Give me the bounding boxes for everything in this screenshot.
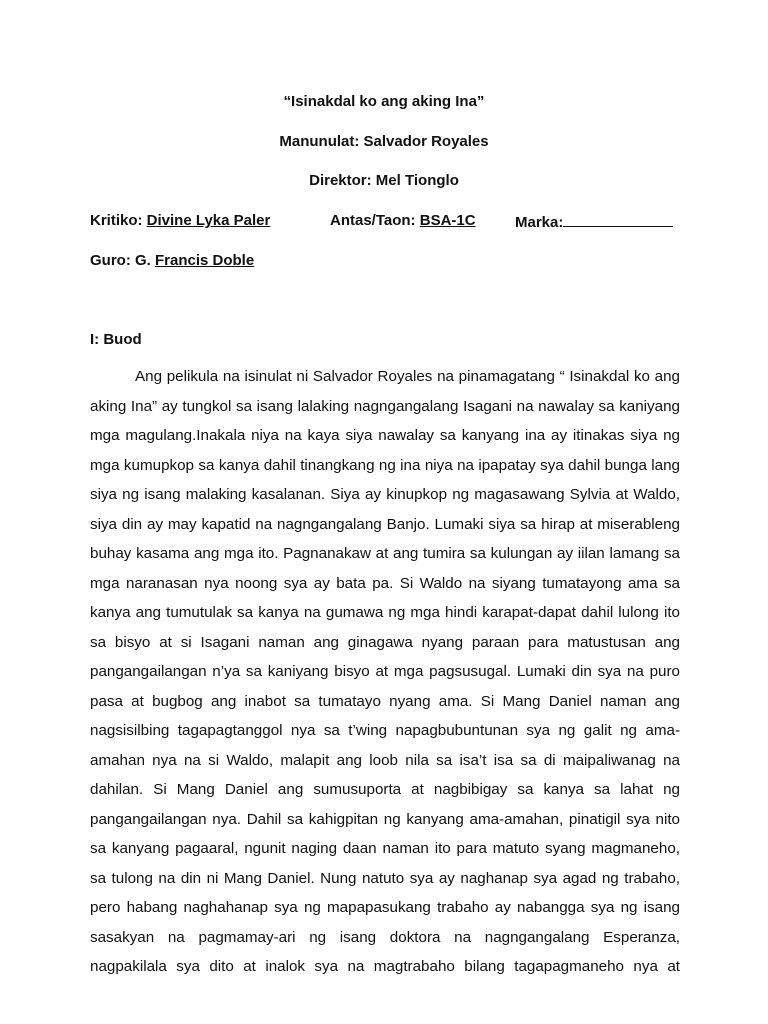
paragraph-line: pangangailangan n’ya sa kaniyang bisyo at mga pagsusugal. Lumaki din sya na puro xyxy=(90,663,680,680)
paragraph-line: siya din ay may kapatid na nagngangalang Banjo. Lumaki siya sa hirap at miserableng xyxy=(90,515,680,533)
paragraph-line: sa tulong na din ni Mang Daniel. Nung natuto sya ay naghanap sya agad ng trabaho, xyxy=(90,869,680,887)
paragraph-line: sa bisyo at si Isagani naman ang ginagawa nyang paraan para matustusan ang xyxy=(90,633,680,651)
paragraph-line: aking Ina” ay tungkol sa isang lalaking nagngangalang Isagani na nawalay sa kaniyang xyxy=(90,397,680,415)
paragraph-line: mga magulang.Inakala niya na kaya siya nawalay sa kanyang ina ay itinakas siya ng xyxy=(90,427,680,444)
paragraph-line: pero habang naghahanap sya ng mapapasukang trabaho ay nabangga sya ng isang xyxy=(90,899,680,916)
paragraph-line: kanya ang tumutulak sa kanya na gumawa ng mga hindi karapat-dapat dahil lulong ito xyxy=(90,604,680,621)
author-line: Manunulat: Salvador Royales xyxy=(279,133,489,150)
teacher-label: Guro: G. xyxy=(90,252,155,269)
document-title: “Isinakdal ko ang aking Ina” xyxy=(283,93,485,110)
section-heading: I: Buod xyxy=(90,331,142,348)
paragraph-line: sasakyan na pagmamay-ari ng isang doktora na nagngangalang Esperanza, xyxy=(90,928,680,946)
teacher-name: Francis Doble xyxy=(155,252,255,269)
paragraph-line: mga naranasan nya noong sya ay bata pa. Si Waldo na siyang tumatayong ama sa xyxy=(90,574,680,592)
grade-label: Marka: xyxy=(515,214,564,231)
meta-row xyxy=(0,211,768,231)
paragraph-line: mga kumupkop sa kanya dahil tinangkang ng ina niya na ipapatay sya dahil bunga lang xyxy=(90,456,680,474)
critic-label: Kritiko: xyxy=(90,212,147,229)
critic-name: Divine Lyka Paler xyxy=(146,212,271,229)
paragraph-line: amahan nya na si Waldo, malapit ang loob nila sa isa’t isa sa di maipaliwanag na xyxy=(90,751,680,769)
paragraph-line: siya ng isang malaking kasalanan. Siya ay kinupkop ng magasawang Sylvia at Waldo, xyxy=(90,486,680,503)
paragraph-line: sa kanyang pagaaral, ngunit naging daan naman ito para matuto syang magmaneho, xyxy=(90,840,680,857)
paragraph-line: pasa at bugbog ang inabot sa tumatayo nyang ama. Si Mang Daniel naman ang xyxy=(90,692,680,710)
grade-blank-line xyxy=(563,211,673,227)
paragraph-line: Ang pelikula na isinulat ni Salvador Royales na pinamagatang “ Isinakdal ko ang xyxy=(135,368,680,385)
paragraph-line: dahilan. Si Mang Daniel ang sumusuporta at nagbibigay sa kanya sa lahat ng xyxy=(90,781,680,798)
paragraph-line: nagsisilbing tagapagtanggol nya sa t’wing napagbubuntunan sya ng galit ng ama- xyxy=(90,722,680,739)
director-line: Direktor: Mel Tionglo xyxy=(309,172,459,189)
paragraph-line: pangangailangan nya. Dahil sa kahigpitan ng kanyang ama-amahan, pinatigil sya nito xyxy=(90,810,680,828)
paragraph-line: buhay kasama ang mga ito. Pagnanakaw at ang tumira sa kulungan ay iilan lamang sa xyxy=(90,545,680,562)
level-label: Antas/Taon: xyxy=(330,212,420,229)
grade-field xyxy=(515,211,673,233)
critic-field xyxy=(90,211,270,231)
teacher-field xyxy=(90,251,254,271)
summary-paragraph xyxy=(90,362,680,982)
paragraph-line: nagpakilala sya dito at inalok sya na magtrabaho bilang tagapagmaneho nya at xyxy=(90,958,680,975)
level-value: BSA-1C xyxy=(419,212,476,229)
level-field xyxy=(330,211,476,231)
